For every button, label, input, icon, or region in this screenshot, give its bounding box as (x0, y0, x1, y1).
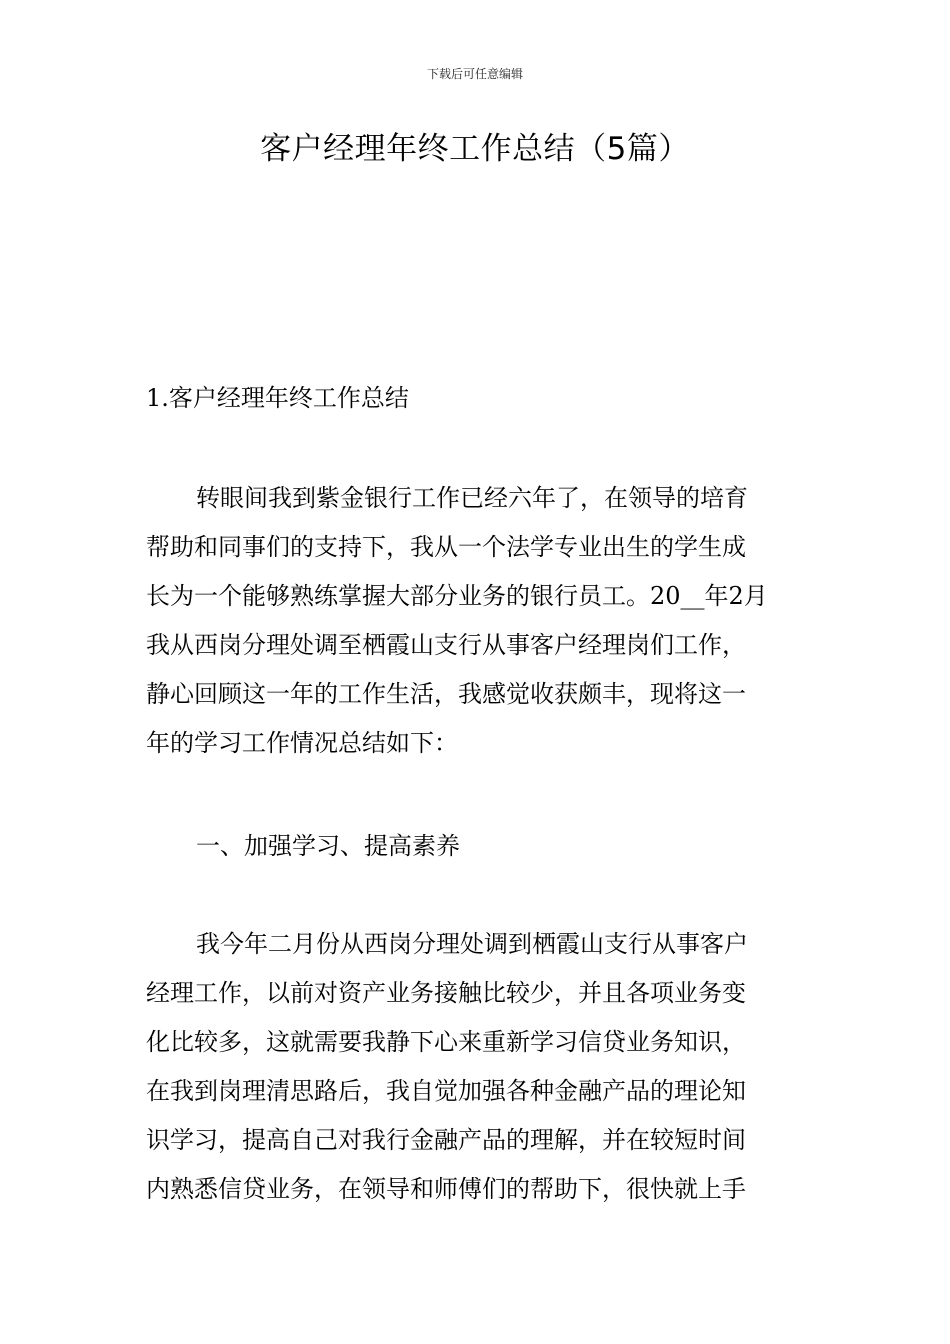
paragraph-2-line: 在我到岗理清思路后，我自觉加强各种金融产品的理论知 (146, 1077, 746, 1105)
paragraph-1-line: 帮助和同事们的支持下，我从一个法学专业出生的学生成 (146, 533, 746, 561)
paragraph-2-line: 我今年二月份从西岗分理处调到栖霞山支行从事客户 (196, 930, 748, 958)
paragraph-2-line: 识学习，提高自己对我行金融产品的理解，并在较短时间 (146, 1126, 746, 1154)
paragraph-2 (146, 920, 806, 1214)
subheading-1: 一、加强学习、提高素养 (196, 832, 460, 860)
paragraph-1-line: 转眼间我到紫金银行工作已经六年了，在领导的培育 (196, 484, 748, 512)
paragraph-2-line: 化比较多，这就需要我静下心来重新学习信贷业务知识， (146, 1028, 746, 1056)
paragraph-2-line: 经理工作，以前对资产业务接触比较少，并且各项业务变 (146, 979, 746, 1007)
paragraph-1-line: 年的学习工作情况总结如下： (146, 729, 458, 757)
paragraph-1 (146, 474, 806, 768)
paragraph-1-line: 静心回顾这一年的工作生活，我感觉收获颇丰，现将这一 (146, 680, 746, 708)
paragraph-1-line: 长为一个能够熟练掌握大部分业务的银行员工。20__年2月 (146, 582, 768, 610)
header-note: 下载后可任意编辑 (426, 67, 523, 81)
paragraph-1-line: 我从西岗分理处调至栖霞山支行从事客户经理岗们工作， (146, 631, 746, 659)
section-heading-1: 1.客户经理年终工作总结 (146, 384, 409, 412)
document-title: 客户经理年终工作总结（5篇） (260, 131, 690, 167)
paragraph-2-line: 内熟悉信贷业务，在领导和师傅们的帮助下，很快就上手 (146, 1175, 746, 1203)
